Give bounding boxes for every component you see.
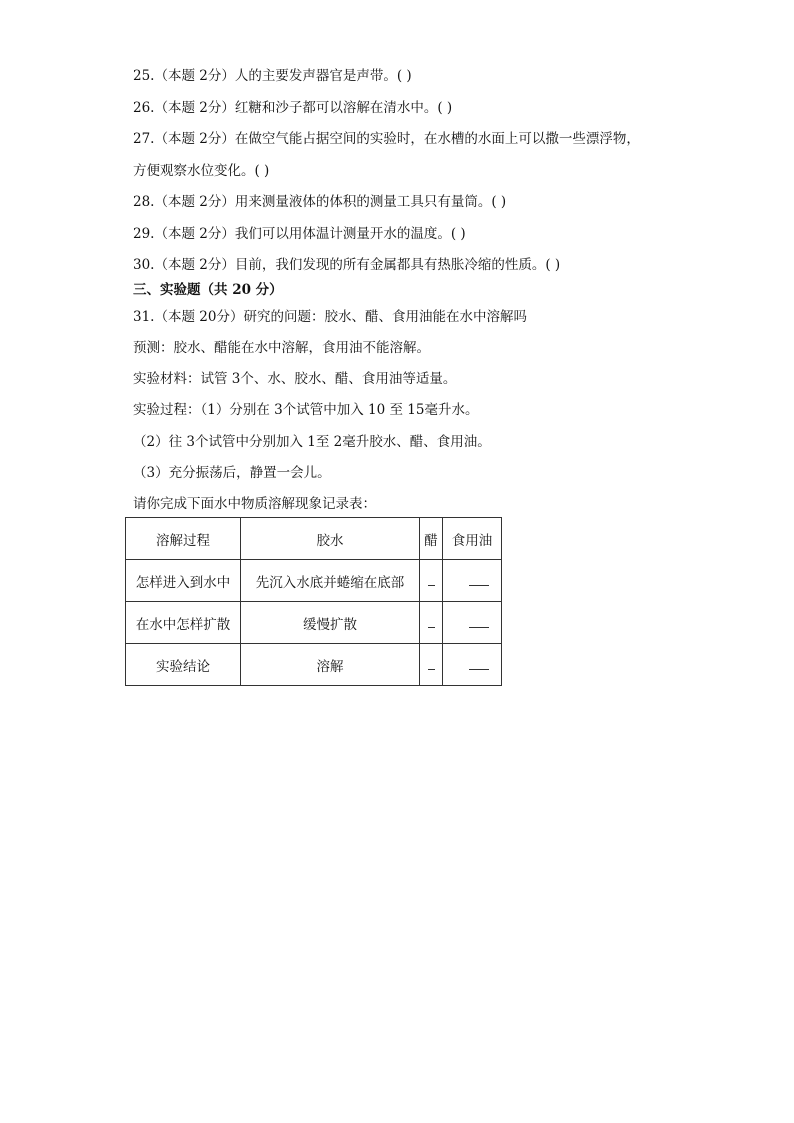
table-intro: 请你完成下面水中物质溶解现象记录表： — [133, 496, 376, 512]
oil-blank[interactable] — [443, 602, 502, 644]
question-30: 30.（本题 2分）目前，我们发现的所有金属都具有热胀冷缩的性质。( ) — [133, 257, 561, 273]
question-27-line2: 方便观察水位变化。( ) — [133, 163, 270, 179]
row-label: 怎样进入到水中 — [126, 560, 241, 602]
oil-blank[interactable] — [443, 644, 502, 686]
header-oil: 食用油 — [443, 518, 502, 560]
table-row — [126, 602, 502, 644]
procedure-step-3: （3）充分振荡后，静置一会儿。 — [133, 465, 331, 481]
section-3-heading: 三、实验题（共 20 分） — [133, 282, 283, 298]
row-label: 在水中怎样扩散 — [126, 602, 241, 644]
materials-text: 实验材料：试管 3个、水、胶水、醋、食用油等适量。 — [133, 371, 457, 387]
vinegar-blank[interactable] — [420, 560, 443, 602]
header-vinegar: 醋 — [420, 518, 443, 560]
glue-cell: 先沉入水底并蜷缩在底部 — [241, 560, 420, 602]
header-process: 溶解过程 — [126, 518, 241, 560]
question-25: 25.（本题 2分）人的主要发声器官是声带。( ) — [133, 68, 412, 84]
glue-cell: 溶解 — [241, 644, 420, 686]
header-glue: 胶水 — [241, 518, 420, 560]
vinegar-blank[interactable] — [420, 644, 443, 686]
dissolution-record-table — [125, 517, 502, 686]
procedure-step-1: 实验过程：（1）分别在 3个试管中加入 10 至 15毫升水。 — [133, 402, 479, 418]
table-header-row — [126, 518, 502, 560]
glue-cell: 缓慢扩散 — [241, 602, 420, 644]
procedure-step-2: （2）往 3个试管中分别加入 1至 2毫升胶水、醋、食用油。 — [133, 434, 491, 450]
question-29: 29.（本题 2分）我们可以用体温计测量开水的温度。( ) — [133, 226, 466, 242]
oil-blank[interactable] — [443, 560, 502, 602]
row-label: 实验结论 — [126, 644, 241, 686]
table-row — [126, 644, 502, 686]
prediction-text: 预测：胶水、醋能在水中溶解，食用油不能溶解。 — [133, 340, 430, 356]
vinegar-blank[interactable] — [420, 602, 443, 644]
question-31: 31.（本题 20分）研究的问题：胶水、醋、食用油能在水中溶解吗 — [133, 309, 527, 325]
question-28: 28.（本题 2分）用来测量液体的体积的测量工具只有量筒。( ) — [133, 194, 507, 210]
question-26: 26.（本题 2分）红糖和沙子都可以溶解在清水中。( ) — [133, 100, 453, 116]
table-row — [126, 560, 502, 602]
question-27-line1: 27.（本题 2分）在做空气能占据空间的实验时，在水槽的水面上可以撒一些漂浮物， — [133, 131, 640, 147]
